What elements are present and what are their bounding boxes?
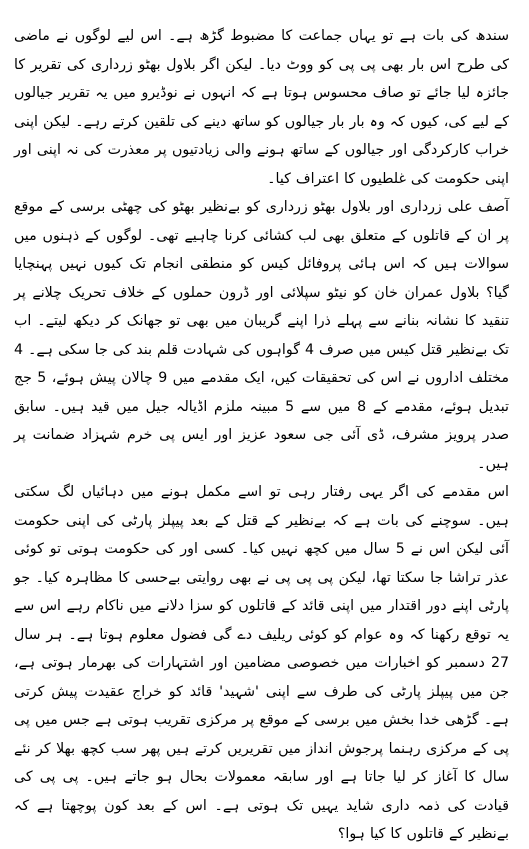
article-paragraph: اس مقدمے کی اگر یہی رفتار رہی تو اسے مکمل ہونے میں دہائیاں لگ سکتی ہیں۔ سوچنے کی بات ہے کہ بےنظیر کے قتل کے بعد پیپلز پارٹی کی اپنی حکومت آئی لیکن اس نے 5 سال میں کچھ نہیں کیا۔ کسی اور کی حکومت ہوتی تو کوئی عذر تراشا جا سکتا تھا، لیکن پی پی پی نے بھی روایتی بےحسی کا مظاہرہ کیا۔ جو پارٹی اپنے دور اقتدار میں اپنی قائد کے قاتلوں کو سزا دلانے میں ناکام رہے اس سے یہ توقع رکھنا کہ وہ عوام کو کوئی ریلیف دے گی فضول معلوم ہوتا ہے۔ ہر سال 27 دسمبر کو اخبارات میں خصوصی مضامین اور اشتہارات کی بھرمار ہوتی ہے، جن میں پیپلز پارٹی کی طرف سے اپنی 'شہید' قائد کو خراج عقیدت پیش کرتی ہے۔ گڑھی خدا بخش میں برسی کے موقع پر مرکزی تقریب ہوتی ہے جس میں پی پی کے مرکزی رہنما پرجوش انداز میں تقریریں کرتے ہیں پھر سب کچھ بھلا کر نئے سال کا آغاز کر لیا جاتا ہے اور سابقہ معمولات بحال ہو جاتے ہیں۔ پی پی کی قیادت کی ذمہ داری شاید یہیں تک ہوتی ہے۔ اس کے بعد کون پوچھتا ہے کہ بےنظیر کے قاتلوں کا کیا ہوا؟: [14, 484, 509, 842]
article-paragraph: سندھ کی بات ہے تو یہاں جماعت کا مضبوط گڑھ ہے۔ اس لیے لوگوں نے ماضی کی طرح اس بار بھی پی پی کو ووٹ دیا۔ لیکن اگر بلاول بھٹو زرداری کی تقریر کا جائزہ لیا جائے تو صاف محسوس ہوتا ہے کہ انہوں نے نوڈیرو میں یہ تقریر جیالوں کے لیے کی، کیوں کہ وہ بار بار جیالوں کو ساتھ دینے کی تلقین کرتے رہے۔ لیکن اپنی خراب کارکردگی اور جیالوں کے ساتھ ہونے والی زیادتیوں پر معذرت کی نہ اپنی اور اپنی حکومت کی غلطیوں کا اعتراف کیا۔: [14, 28, 509, 187]
article-paragraph: آصف علی زرداری اور بلاول بھٹو زرداری کو بےنظیر بھٹو کی چھٹی برسی کے موقع پر ان کے قاتلوں کے متعلق بھی لب کشائی کرنا چاہیے تھی۔ لوگوں کے ذہنوں میں سوالات ہیں کہ اس ہائی پروفائل کیس کو منطقی انجام تک کیوں نہیں پہنچایا گیا؟ بلاول عمران خان کو نیٹو سپلائی اور ڈرون حملوں کے خلاف تحریک چلانے پر تنقید کا نشانہ بنانے سے پہلے ذرا اپنے گریبان میں بھی تو جھانک کر دیکھ لیتے۔ اب تک بےنظیر قتل کیس میں صرف 4 گواہوں کی شہادت قلم بند کی جا سکی ہے۔ 4 مختلف اداروں نے اس کی تحقیقات کیں، ایک مقدمے میں 9 چالان پیش ہوئے، 5 جج تبدیل ہوئے، مقدمے کے 8 میں سے 5 مبینہ ملزم اڈیالہ جیل میں قید ہیں۔ سابق صدر پرویز مشرف، ڈی آئی جی سعود عزیز اور ایس پی خرم شہزاد ضمانت پر ہیں۔: [14, 199, 510, 472]
